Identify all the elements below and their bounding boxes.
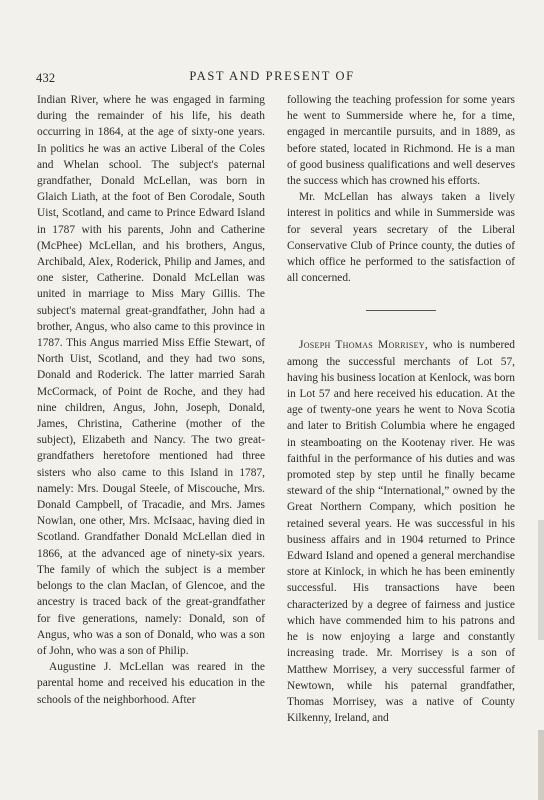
page-edge-shadow bbox=[538, 730, 544, 800]
biography-paragraph bbox=[287, 337, 515, 726]
paragraph: following the teaching profession for some years he went to Summerside where he, for a time, engaged in mercantile pursuits, and in 1889, as before stated, located in Richmond. He is a man of good business qualifications and well deserves the success which has crowned his efforts. bbox=[287, 94, 515, 188]
left-column bbox=[37, 92, 265, 708]
running-head: PAST AND PRESENT OF bbox=[189, 69, 355, 83]
paragraph: Mr. McLellan has always taken a lively interest in politics and while in Summerside was for several years secretary of the Liberal Conservative Club of Prince county, the duties of which office he performed to the satisfaction of all concerned. bbox=[287, 191, 515, 285]
section-divider bbox=[366, 310, 436, 311]
page-edge-shadow bbox=[538, 520, 544, 640]
right-column bbox=[287, 92, 515, 726]
paragraph: Augustine J. McLellan was reared in the parental home and received his education in the schools of the neighborhood. After bbox=[37, 661, 265, 706]
subject-name: Joseph Thomas Morrisey, bbox=[299, 339, 429, 352]
paragraph: Indian River, where he was engaged in farming during the remainder of his life, his death occurring in 1864, at the age of sixty-one years. In politics he was an active Liberal of the Coles and Whelan school. The subject's paternal grandfather, Donald McLellan, was born in Glaich Liath, at the foot of Ben Corodale, South Uist, Scotland, and came to Prince Edward Island in 1787 with his parents, John and Catherine (McPhee) McLellan, and his brothers, Angus, Archibald, Alex, Roderick, Philip and James, and one sister, Catherine. Donald McLellan was united in marriage to Miss Mary Gillis. The subject's maternal great-grandfather, John had a brother, Angus, who also came to this province in 1787. This Angus married Miss Effie Stewart, of North Uist, Scotland, and they had two sons, Donald and Roderick. The latter married Sarah McCormack, of Point de Roche, and they had nine children, Angus, John, Joseph, Donald, James, Christina, Catherine (mother of the subject), Elizabeth and Nancy. The two great-grandfathers heretofore mentioned had three sisters who also came to this Island in 1787, namely: Mrs. Dougal Steele, of Miscouche, Mrs. Donald Campbell, of Tracadie, and Mrs. James Nowlan, one other, Mrs. McIsaac, having died in Scotland. Grandfather Donald McLellan died in 1866, at the advanced age of ninety-six years. The family of which the subject is a member belongs to the clan MacIan, of Glencoe, and the ancestry is traced back of the great-grandfather for five generations, namely: Donald, son of Angus, who was a son of Donald, who was a son of John, who was a son of Philip. bbox=[37, 94, 265, 657]
page-number: 432 bbox=[36, 71, 56, 85]
paragraph-text: who is numbered among the successful merchants of Lot 57, having his business location at Kenlock, was born in Lot 57 and here received his education. At the age of twenty-one years he went to Nova Scotia and later to British Columbia where he engaged in steamboating on the Kootenay river. He was faithful in the performance of his duties and was promoted step by step until he finally became steward of the ship “International,” owned by the Great Northern Company, which position he retained several years. He was successful in his business affairs and in 1904 returned to Prince Edward Island and opened a general merchandise store at Kinlock, in which he has been eminently successful. His transactions have been characterized by a degree of fairness and justice which have commended him to his patrons and he is now enjoying a large and constantly increasing trade. Mr. Morrisey is a son of Matthew Morrisey, a very successful farmer of Newtown, while his paternal grandfather, Thomas Morrisey, was a native of County Kilkenny, Ireland, and bbox=[287, 339, 515, 725]
